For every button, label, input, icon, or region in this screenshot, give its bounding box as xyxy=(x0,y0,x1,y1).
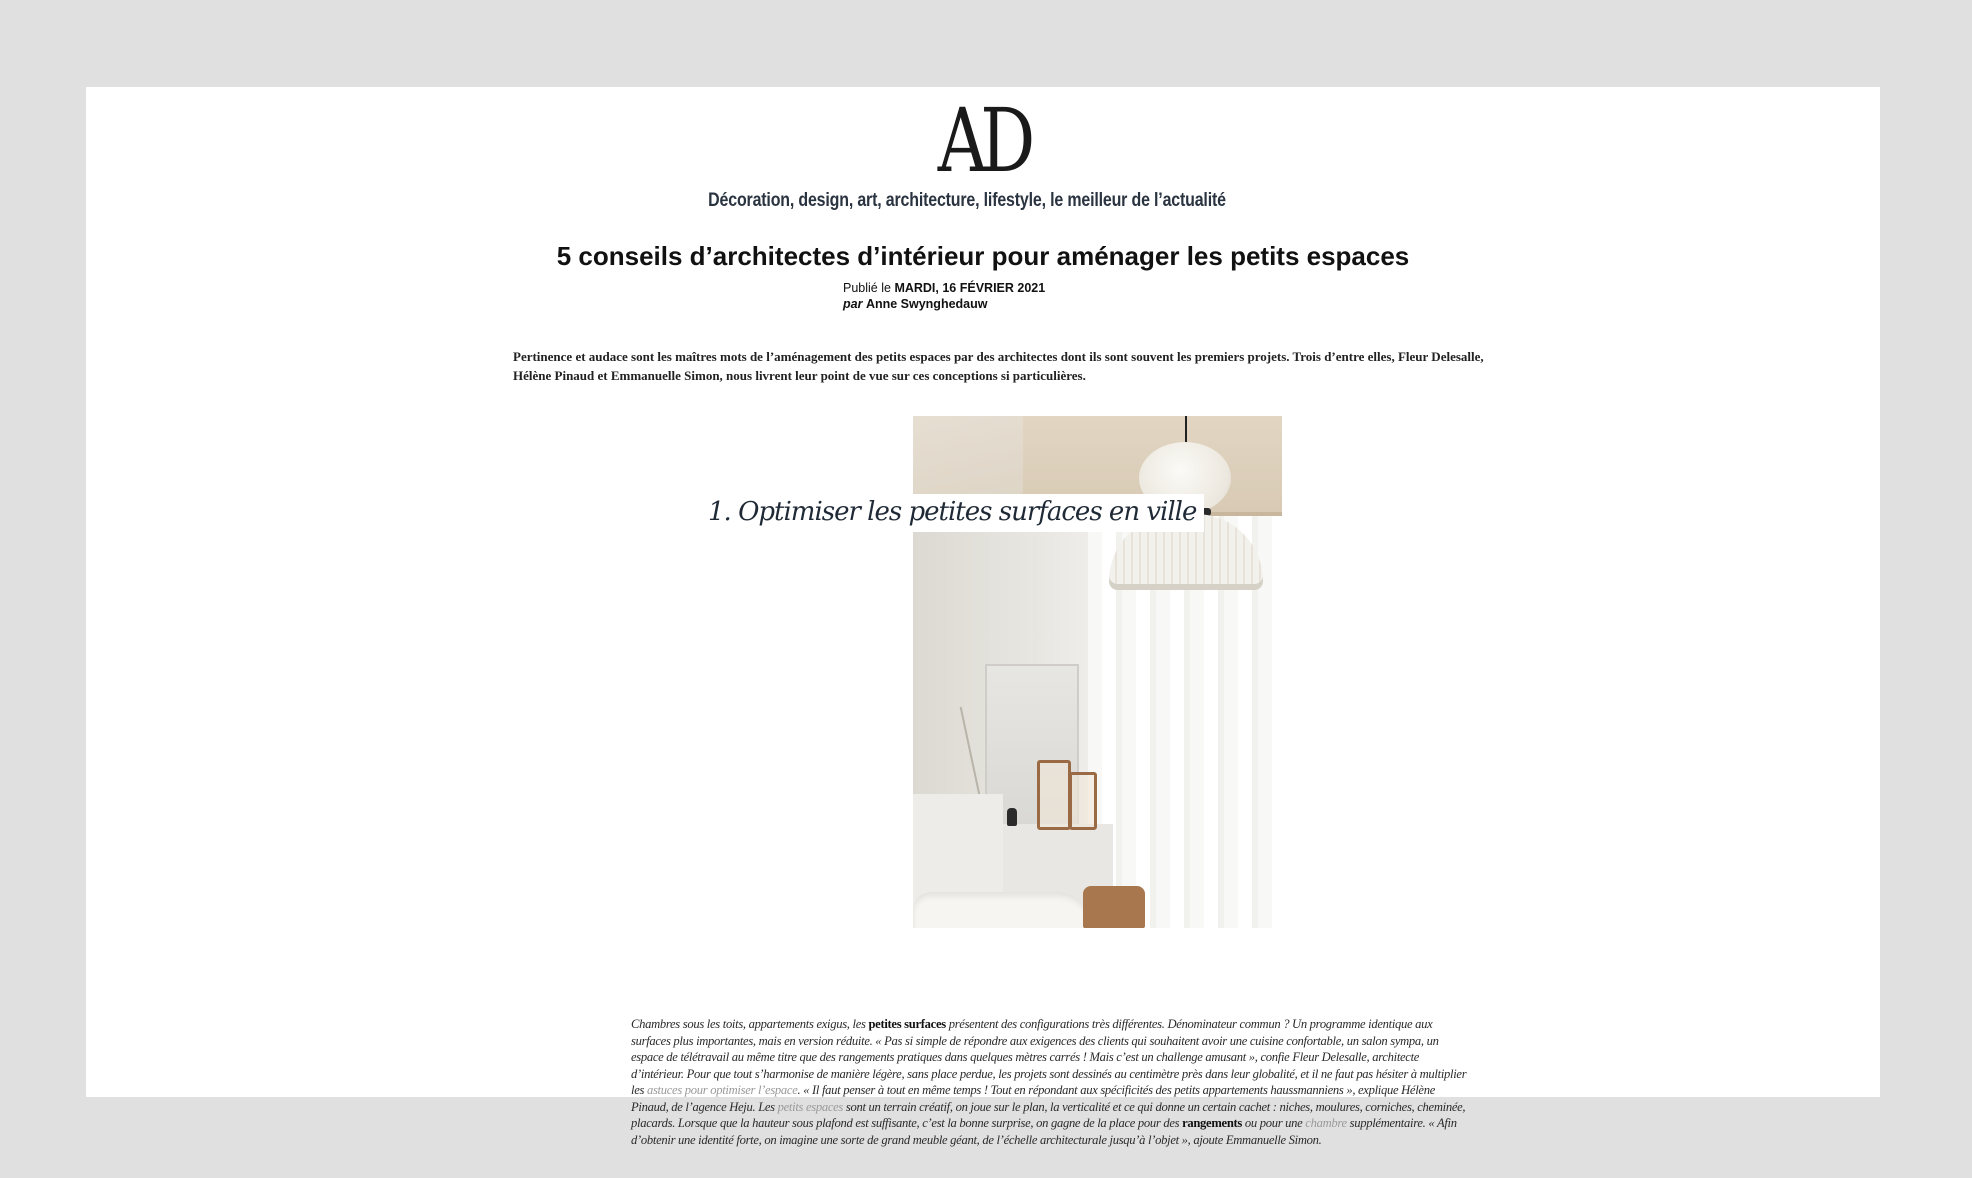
body-text-3: . « Il faut penser à tout en même temps ! Tout en répondant aux spécificités des petits appartements haussmanniens », explique Hélène Pinaud, de l’agence Heju. Les xyxy=(631,1083,1435,1114)
byline xyxy=(843,296,1045,312)
body-text-1: Chambres sous les toits, appartements exigus, les xyxy=(631,1017,869,1031)
section-heading: 1. Optimiser les petites surfaces en ville xyxy=(702,494,1204,532)
link-petits-espaces[interactable]: petits espaces xyxy=(777,1099,844,1114)
publish-line xyxy=(843,280,1045,296)
body-text-6: supplémentaire. « Afin d’obtenir une identité forte, on imagine une sorte de grand meuble géant, de l’échelle architecturale jusqu’à l’objet », ajoute Emmanuelle Simon. xyxy=(631,1116,1457,1147)
published-prefix: Publié le xyxy=(843,281,891,295)
body-text-5: ou pour une xyxy=(1242,1116,1306,1130)
article-title: 5 conseils d’architectes d’intérieur pour aménager les petits espaces xyxy=(556,241,1410,271)
body-text-4: sont un terrain créatif, on joue sur le plan, la verticalité et ce qui donne un certain cachet : niches, moulures, corniches, cheminée, placards. Lorsque que la hauteur sous plafond est suffisante, c’est la bonne surprise, on gagne de la place pour des xyxy=(631,1099,1466,1130)
published-date: MARDI, 16 FÉVRIER 2021 xyxy=(894,281,1046,295)
author-name[interactable]: Anne Swynghedauw xyxy=(865,297,988,311)
link-chambre[interactable]: chambre xyxy=(1305,1116,1347,1130)
body-text-2: présentent des configurations très différentes. Dénominateur commun ? Un programme identique aux surfaces plus importantes, mais en version réduite. « Pas si simple de répondre aux exigences des clients qui souhaitent avoir une cuisine confortable, un salon sympa, un espace de télétravail au même titre que des rangements pratiques dans quelques mètres carrés ! Mais c’est un challenge amusant », confie Fleur Delesalle, architecte d’intérieur. Pour que tout s’harmonise de manière légère, sans place perdue, les projets sont dessinés au centimètre près dans leur globalité, et il ne faut pas hésiter à multiplier les xyxy=(631,1017,1467,1097)
article-page xyxy=(86,87,1880,1147)
byline-prefix: par xyxy=(843,297,863,311)
link-astuces[interactable]: astuces pour optimiser l’espace xyxy=(646,1083,798,1097)
ad-logo[interactable]: AD xyxy=(937,89,1029,192)
body-bold-petites-surfaces: petites surfaces xyxy=(868,1017,946,1031)
article-body xyxy=(631,1016,1471,1148)
article-intro: Pertinence et audace sont les maîtres mots de l’aménagement des petits espaces par des architectes dont ils sont souvent les premiers projets. Trois d’entre elles, Fleur Delesalle, Hélène Pinaud et Emmanuelle Simon, nous livrent leur point de vue sur ces conceptions si particulières. xyxy=(513,349,1484,383)
site-tagline: Décoration, design, art, architecture, lifestyle, le meilleur de l’actualité xyxy=(708,190,1226,211)
article-meta xyxy=(843,280,1045,312)
body-bold-rangements: rangements xyxy=(1182,1116,1243,1130)
bedroom-photo xyxy=(913,416,1282,928)
